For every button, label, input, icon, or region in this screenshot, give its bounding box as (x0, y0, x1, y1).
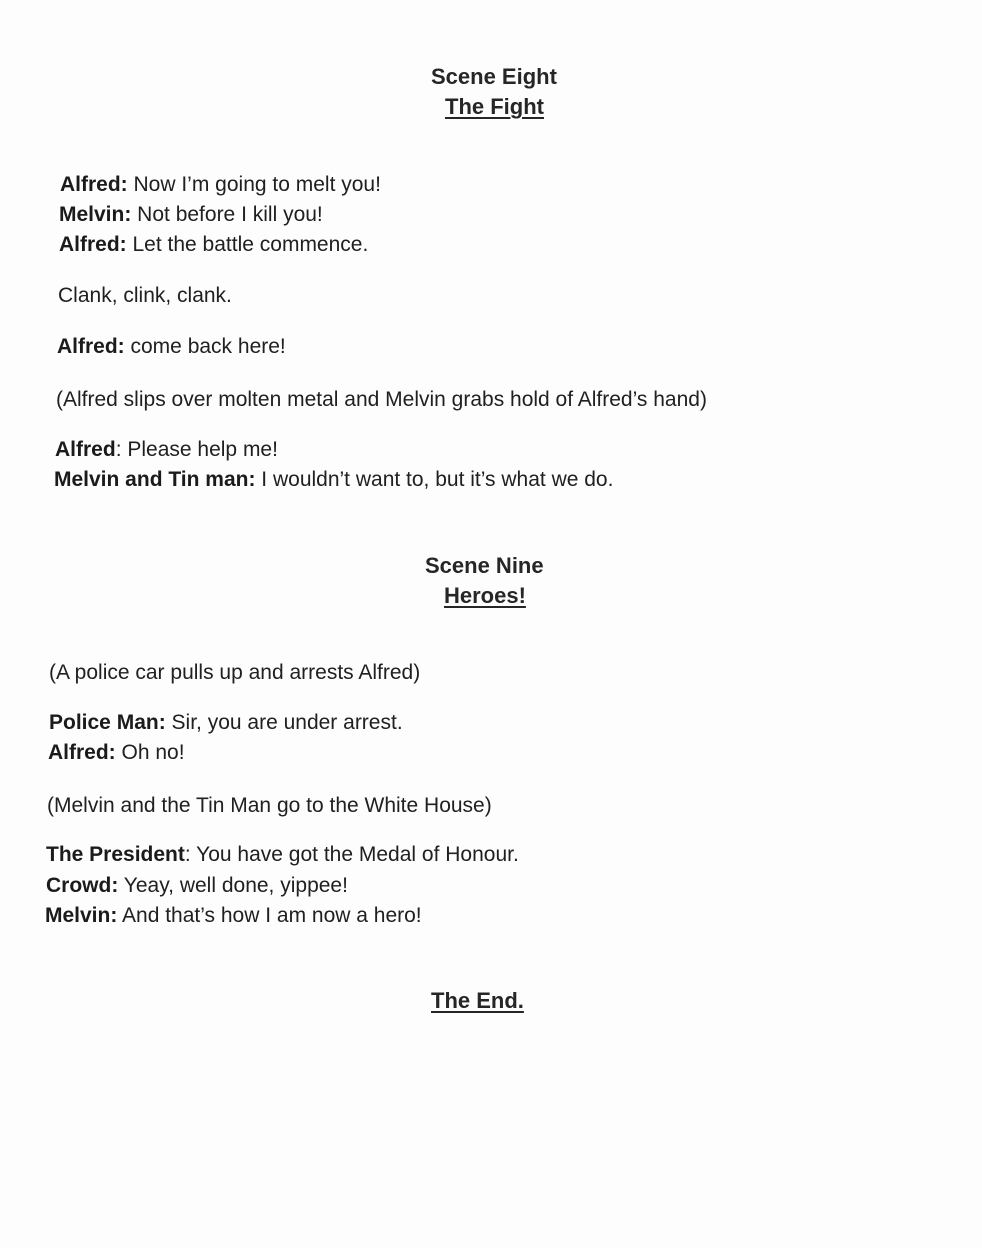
dialogue-line (59, 203, 323, 227)
line-text: Yeay, well done, yippee! (118, 874, 348, 897)
line-text: (Alfred slips over molten metal and Melvin grabs hold of Alfred’s hand) (56, 388, 707, 411)
line-text: Not before I kill you! (131, 203, 323, 226)
stage-direction (58, 284, 232, 308)
speaker: Melvin: (45, 904, 118, 927)
dialogue-line (54, 468, 613, 492)
line-text: Clank, clink, clank. (58, 284, 232, 307)
line-text: : You have got the Medal of Honour. (184, 843, 519, 866)
dialogue-line (45, 904, 422, 928)
scene-nine-subtitle: Heroes! (444, 583, 526, 608)
speaker: Melvin: (59, 203, 132, 226)
stage-direction (47, 794, 492, 818)
line-text: (Melvin and the Tin Man go to the White House) (47, 794, 492, 817)
the-end-heading: The End. (431, 988, 524, 1013)
scene-nine-title: Scene Nine (425, 553, 544, 578)
dialogue-line (55, 438, 278, 462)
dialogue-line (49, 711, 403, 735)
scene-eight-subtitle: The Fight (445, 94, 544, 119)
speaker: Alfred: (60, 173, 128, 196)
line-text: Sir, you are under arrest. (165, 711, 403, 734)
speaker: Melvin and Tin man: (54, 468, 256, 491)
line-text: Oh no! (115, 741, 185, 764)
dialogue-line (48, 741, 185, 765)
scene-eight-title: Scene Eight (431, 64, 557, 89)
dialogue-line (57, 335, 286, 359)
speaker: Crowd: (46, 874, 119, 897)
stage-direction (56, 388, 707, 412)
dialogue-line (46, 843, 519, 867)
speaker: Alfred: (48, 741, 116, 764)
speaker: Alfred: (57, 335, 125, 358)
dialogue-line (60, 173, 381, 197)
line-text: come back here! (124, 335, 286, 358)
stage-direction (49, 661, 420, 685)
speaker: Alfred: (59, 233, 127, 256)
line-text: I wouldn’t want to, but it’s what we do. (255, 468, 614, 491)
speaker: Alfred (55, 438, 116, 461)
line-text: Now I’m going to melt you! (127, 173, 381, 196)
line-text: And that’s how I am now a hero! (117, 904, 422, 927)
speaker: Police Man: (49, 711, 166, 734)
line-text: : Please help me! (115, 438, 278, 461)
dialogue-line (46, 874, 348, 898)
line-text: (A police car pulls up and arrests Alfred) (49, 661, 421, 684)
line-text: Let the battle commence. (126, 233, 369, 256)
dialogue-line (59, 233, 368, 257)
speaker: The President (46, 843, 185, 866)
